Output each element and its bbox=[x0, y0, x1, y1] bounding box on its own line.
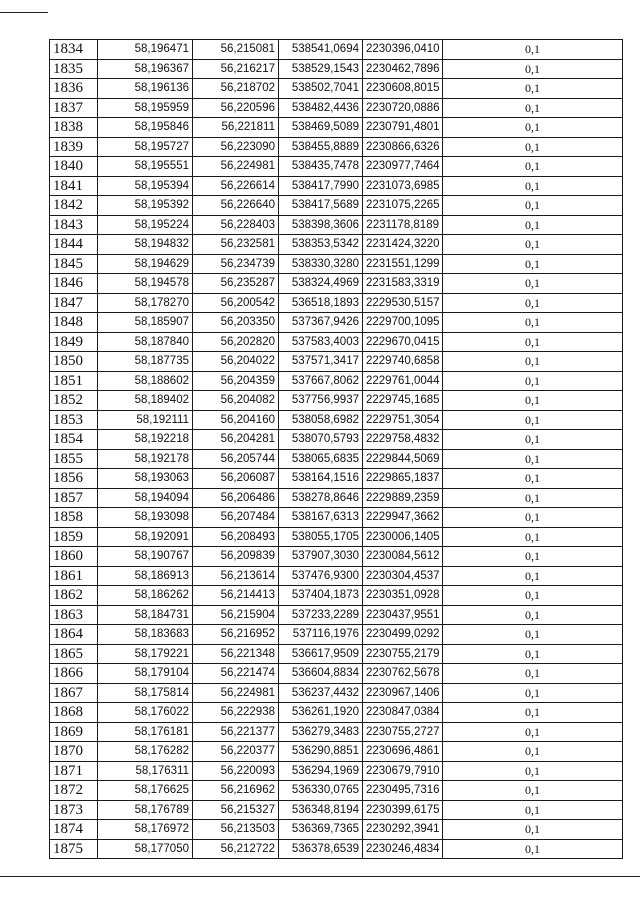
longitude-cell: 56,220377 bbox=[193, 742, 279, 762]
table-row bbox=[50, 508, 623, 528]
precision-cell: 0,1 bbox=[443, 605, 623, 625]
x-coordinate-cell: 536330,0765 bbox=[279, 781, 363, 801]
longitude-cell: 56,216217 bbox=[193, 59, 279, 79]
y-coordinate-cell: 2230495,7316 bbox=[363, 781, 443, 801]
longitude-cell: 56,209839 bbox=[193, 547, 279, 567]
table-row bbox=[50, 274, 623, 294]
precision-cell: 0,1 bbox=[443, 508, 623, 528]
x-coordinate-cell: 537404,1873 bbox=[279, 586, 363, 606]
point-number-cell: 1843 bbox=[50, 215, 98, 235]
x-coordinate-cell: 538541,0694 bbox=[279, 40, 363, 60]
table-row bbox=[50, 254, 623, 274]
longitude-cell: 56,207484 bbox=[193, 508, 279, 528]
latitude-cell: 58,179104 bbox=[98, 664, 193, 684]
precision-cell: 0,1 bbox=[443, 761, 623, 781]
precision-cell: 0,1 bbox=[443, 820, 623, 840]
precision-cell: 0,1 bbox=[443, 371, 623, 391]
latitude-cell: 58,196367 bbox=[98, 59, 193, 79]
y-coordinate-cell: 2230399,6175 bbox=[363, 800, 443, 820]
x-coordinate-cell: 538278,8646 bbox=[279, 488, 363, 508]
latitude-cell: 58,192178 bbox=[98, 449, 193, 469]
latitude-cell: 58,194094 bbox=[98, 488, 193, 508]
precision-cell: 0,1 bbox=[443, 800, 623, 820]
x-coordinate-cell: 537367,9426 bbox=[279, 313, 363, 333]
y-coordinate-cell: 2230755,2727 bbox=[363, 722, 443, 742]
table-row bbox=[50, 98, 623, 118]
precision-cell: 0,1 bbox=[443, 781, 623, 801]
longitude-cell: 56,204022 bbox=[193, 352, 279, 372]
table-row bbox=[50, 722, 623, 742]
longitude-cell: 56,216962 bbox=[193, 781, 279, 801]
precision-cell: 0,1 bbox=[443, 118, 623, 138]
latitude-cell: 58,186262 bbox=[98, 586, 193, 606]
table-row bbox=[50, 59, 623, 79]
table-row bbox=[50, 820, 623, 840]
precision-cell: 0,1 bbox=[443, 625, 623, 645]
point-number-cell: 1867 bbox=[50, 683, 98, 703]
point-number-cell: 1852 bbox=[50, 391, 98, 411]
precision-cell: 0,1 bbox=[443, 274, 623, 294]
table-row bbox=[50, 196, 623, 216]
longitude-cell: 56,215081 bbox=[193, 40, 279, 60]
precision-cell: 0,1 bbox=[443, 98, 623, 118]
point-number-cell: 1846 bbox=[50, 274, 98, 294]
x-coordinate-cell: 537233,2289 bbox=[279, 605, 363, 625]
point-number-cell: 1869 bbox=[50, 722, 98, 742]
longitude-cell: 56,216952 bbox=[193, 625, 279, 645]
precision-cell: 0,1 bbox=[443, 430, 623, 450]
table-row bbox=[50, 137, 623, 157]
point-number-cell: 1871 bbox=[50, 761, 98, 781]
y-coordinate-cell: 2230755,2179 bbox=[363, 644, 443, 664]
latitude-cell: 58,192218 bbox=[98, 430, 193, 450]
precision-cell: 0,1 bbox=[443, 410, 623, 430]
latitude-cell: 58,176022 bbox=[98, 703, 193, 723]
longitude-cell: 56,212722 bbox=[193, 839, 279, 859]
x-coordinate-cell: 538070,5793 bbox=[279, 430, 363, 450]
table-row bbox=[50, 79, 623, 99]
latitude-cell: 58,185907 bbox=[98, 313, 193, 333]
y-coordinate-cell: 2230762,5678 bbox=[363, 664, 443, 684]
y-coordinate-cell: 2229745,1685 bbox=[363, 391, 443, 411]
longitude-cell: 56,215904 bbox=[193, 605, 279, 625]
table-row bbox=[50, 430, 623, 450]
precision-cell: 0,1 bbox=[443, 313, 623, 333]
latitude-cell: 58,188602 bbox=[98, 371, 193, 391]
longitude-cell: 56,221474 bbox=[193, 664, 279, 684]
latitude-cell: 58,189402 bbox=[98, 391, 193, 411]
y-coordinate-cell: 2230437,9551 bbox=[363, 605, 443, 625]
longitude-cell: 56,232581 bbox=[193, 235, 279, 255]
x-coordinate-cell: 538398,3606 bbox=[279, 215, 363, 235]
point-number-cell: 1853 bbox=[50, 410, 98, 430]
table-row bbox=[50, 215, 623, 235]
point-number-cell: 1834 bbox=[50, 40, 98, 60]
longitude-cell: 56,215327 bbox=[193, 800, 279, 820]
table-row bbox=[50, 527, 623, 547]
precision-cell: 0,1 bbox=[443, 235, 623, 255]
longitude-cell: 56,204082 bbox=[193, 391, 279, 411]
latitude-cell: 58,178270 bbox=[98, 293, 193, 313]
y-coordinate-cell: 2230499,0292 bbox=[363, 625, 443, 645]
table-row bbox=[50, 352, 623, 372]
latitude-cell: 58,195224 bbox=[98, 215, 193, 235]
point-number-cell: 1872 bbox=[50, 781, 98, 801]
table-row bbox=[50, 703, 623, 723]
precision-cell: 0,1 bbox=[443, 664, 623, 684]
latitude-cell: 58,176625 bbox=[98, 781, 193, 801]
latitude-cell: 58,195392 bbox=[98, 196, 193, 216]
y-coordinate-cell: 2230679,7910 bbox=[363, 761, 443, 781]
longitude-cell: 56,234739 bbox=[193, 254, 279, 274]
latitude-cell: 58,190767 bbox=[98, 547, 193, 567]
x-coordinate-cell: 538482,4436 bbox=[279, 98, 363, 118]
table-row bbox=[50, 742, 623, 762]
x-coordinate-cell: 538164,1516 bbox=[279, 469, 363, 489]
latitude-cell: 58,195959 bbox=[98, 98, 193, 118]
longitude-cell: 56,213503 bbox=[193, 820, 279, 840]
point-number-cell: 1873 bbox=[50, 800, 98, 820]
point-number-cell: 1868 bbox=[50, 703, 98, 723]
precision-cell: 0,1 bbox=[443, 40, 623, 60]
longitude-cell: 56,213614 bbox=[193, 566, 279, 586]
latitude-cell: 58,194832 bbox=[98, 235, 193, 255]
longitude-cell: 56,206087 bbox=[193, 469, 279, 489]
table-row bbox=[50, 410, 623, 430]
y-coordinate-cell: 2231073,6985 bbox=[363, 176, 443, 196]
y-coordinate-cell: 2230246,4834 bbox=[363, 839, 443, 859]
table-row bbox=[50, 605, 623, 625]
longitude-cell: 56,204281 bbox=[193, 430, 279, 450]
y-coordinate-cell: 2230977,7464 bbox=[363, 157, 443, 177]
point-number-cell: 1866 bbox=[50, 664, 98, 684]
point-number-cell: 1862 bbox=[50, 586, 98, 606]
x-coordinate-cell: 537116,1976 bbox=[279, 625, 363, 645]
y-coordinate-cell: 2230304,4537 bbox=[363, 566, 443, 586]
point-number-cell: 1875 bbox=[50, 839, 98, 859]
table-row bbox=[50, 761, 623, 781]
y-coordinate-cell: 2229751,3054 bbox=[363, 410, 443, 430]
point-number-cell: 1858 bbox=[50, 508, 98, 528]
precision-cell: 0,1 bbox=[443, 566, 623, 586]
latitude-cell: 58,193098 bbox=[98, 508, 193, 528]
x-coordinate-cell: 537583,4003 bbox=[279, 332, 363, 352]
longitude-cell: 56,218702 bbox=[193, 79, 279, 99]
point-number-cell: 1860 bbox=[50, 547, 98, 567]
latitude-cell: 58,176311 bbox=[98, 761, 193, 781]
precision-cell: 0,1 bbox=[443, 644, 623, 664]
y-coordinate-cell: 2229947,3662 bbox=[363, 508, 443, 528]
y-coordinate-cell: 2230608,8015 bbox=[363, 79, 443, 99]
table-row bbox=[50, 683, 623, 703]
y-coordinate-cell: 2229889,2359 bbox=[363, 488, 443, 508]
x-coordinate-cell: 537756,9937 bbox=[279, 391, 363, 411]
y-coordinate-cell: 2229761,0044 bbox=[363, 371, 443, 391]
x-coordinate-cell: 538469,5089 bbox=[279, 118, 363, 138]
precision-cell: 0,1 bbox=[443, 79, 623, 99]
point-number-cell: 1838 bbox=[50, 118, 98, 138]
point-number-cell: 1861 bbox=[50, 566, 98, 586]
x-coordinate-cell: 538502,7041 bbox=[279, 79, 363, 99]
point-number-cell: 1837 bbox=[50, 98, 98, 118]
latitude-cell: 58,176181 bbox=[98, 722, 193, 742]
latitude-cell: 58,195551 bbox=[98, 157, 193, 177]
precision-cell: 0,1 bbox=[443, 254, 623, 274]
latitude-cell: 58,176972 bbox=[98, 820, 193, 840]
x-coordinate-cell: 538065,6835 bbox=[279, 449, 363, 469]
longitude-cell: 56,226640 bbox=[193, 196, 279, 216]
longitude-cell: 56,224981 bbox=[193, 157, 279, 177]
point-number-cell: 1864 bbox=[50, 625, 98, 645]
x-coordinate-cell: 538324,4969 bbox=[279, 274, 363, 294]
point-number-cell: 1856 bbox=[50, 469, 98, 489]
y-coordinate-cell: 2229758,4832 bbox=[363, 430, 443, 450]
y-coordinate-cell: 2230720,0886 bbox=[363, 98, 443, 118]
latitude-cell: 58,194629 bbox=[98, 254, 193, 274]
point-number-cell: 1847 bbox=[50, 293, 98, 313]
y-coordinate-cell: 2231075,2265 bbox=[363, 196, 443, 216]
x-coordinate-cell: 537571,3417 bbox=[279, 352, 363, 372]
table-row bbox=[50, 391, 623, 411]
table-row bbox=[50, 800, 623, 820]
point-number-cell: 1839 bbox=[50, 137, 98, 157]
longitude-cell: 56,222938 bbox=[193, 703, 279, 723]
precision-cell: 0,1 bbox=[443, 703, 623, 723]
x-coordinate-cell: 536378,6539 bbox=[279, 839, 363, 859]
y-coordinate-cell: 2231583,3319 bbox=[363, 274, 443, 294]
x-coordinate-cell: 537476,9300 bbox=[279, 566, 363, 586]
latitude-cell: 58,177050 bbox=[98, 839, 193, 859]
point-number-cell: 1857 bbox=[50, 488, 98, 508]
table-row bbox=[50, 566, 623, 586]
longitude-cell: 56,221348 bbox=[193, 644, 279, 664]
coordinates-table-body bbox=[50, 40, 623, 859]
point-number-cell: 1863 bbox=[50, 605, 98, 625]
longitude-cell: 56,206486 bbox=[193, 488, 279, 508]
point-number-cell: 1870 bbox=[50, 742, 98, 762]
x-coordinate-cell: 538529,1543 bbox=[279, 59, 363, 79]
latitude-cell: 58,196136 bbox=[98, 79, 193, 99]
longitude-cell: 56,205744 bbox=[193, 449, 279, 469]
x-coordinate-cell: 538417,5689 bbox=[279, 196, 363, 216]
point-number-cell: 1849 bbox=[50, 332, 98, 352]
x-coordinate-cell: 536348,8194 bbox=[279, 800, 363, 820]
precision-cell: 0,1 bbox=[443, 215, 623, 235]
longitude-cell: 56,235287 bbox=[193, 274, 279, 294]
point-number-cell: 1850 bbox=[50, 352, 98, 372]
precision-cell: 0,1 bbox=[443, 722, 623, 742]
latitude-cell: 58,183683 bbox=[98, 625, 193, 645]
x-coordinate-cell: 538417,7990 bbox=[279, 176, 363, 196]
y-coordinate-cell: 2230696,4861 bbox=[363, 742, 443, 762]
longitude-cell: 56,208493 bbox=[193, 527, 279, 547]
bottom-rule bbox=[0, 876, 640, 877]
precision-cell: 0,1 bbox=[443, 391, 623, 411]
table-row bbox=[50, 293, 623, 313]
precision-cell: 0,1 bbox=[443, 176, 623, 196]
table-row bbox=[50, 664, 623, 684]
latitude-cell: 58,195394 bbox=[98, 176, 193, 196]
point-number-cell: 1845 bbox=[50, 254, 98, 274]
precision-cell: 0,1 bbox=[443, 59, 623, 79]
table-row bbox=[50, 313, 623, 333]
table-row bbox=[50, 157, 623, 177]
y-coordinate-cell: 2229865,1837 bbox=[363, 469, 443, 489]
precision-cell: 0,1 bbox=[443, 469, 623, 489]
point-number-cell: 1841 bbox=[50, 176, 98, 196]
y-coordinate-cell: 2229740,6858 bbox=[363, 352, 443, 372]
longitude-cell: 56,221377 bbox=[193, 722, 279, 742]
x-coordinate-cell: 538058,6982 bbox=[279, 410, 363, 430]
point-number-cell: 1874 bbox=[50, 820, 98, 840]
y-coordinate-cell: 2230866,6326 bbox=[363, 137, 443, 157]
y-coordinate-cell: 2231424,3220 bbox=[363, 235, 443, 255]
table-row bbox=[50, 547, 623, 567]
table-row bbox=[50, 118, 623, 138]
coordinates-table bbox=[49, 39, 623, 859]
longitude-cell: 56,202820 bbox=[193, 332, 279, 352]
longitude-cell: 56,200542 bbox=[193, 293, 279, 313]
precision-cell: 0,1 bbox=[443, 449, 623, 469]
table-row bbox=[50, 371, 623, 391]
point-number-cell: 1855 bbox=[50, 449, 98, 469]
table-row bbox=[50, 40, 623, 60]
table-row bbox=[50, 449, 623, 469]
latitude-cell: 58,176282 bbox=[98, 742, 193, 762]
precision-cell: 0,1 bbox=[443, 527, 623, 547]
table-row bbox=[50, 235, 623, 255]
precision-cell: 0,1 bbox=[443, 683, 623, 703]
table-row bbox=[50, 625, 623, 645]
longitude-cell: 56,221811 bbox=[193, 118, 279, 138]
y-coordinate-cell: 2229670,0415 bbox=[363, 332, 443, 352]
point-number-cell: 1835 bbox=[50, 59, 98, 79]
latitude-cell: 58,193063 bbox=[98, 469, 193, 489]
x-coordinate-cell: 537907,3030 bbox=[279, 547, 363, 567]
x-coordinate-cell: 538435,7478 bbox=[279, 157, 363, 177]
table-row bbox=[50, 176, 623, 196]
longitude-cell: 56,226614 bbox=[193, 176, 279, 196]
y-coordinate-cell: 2231178,8189 bbox=[363, 215, 443, 235]
y-coordinate-cell: 2230084,5612 bbox=[363, 547, 443, 567]
latitude-cell: 58,175814 bbox=[98, 683, 193, 703]
table-row bbox=[50, 332, 623, 352]
point-number-cell: 1854 bbox=[50, 430, 98, 450]
latitude-cell: 58,195846 bbox=[98, 118, 193, 138]
point-number-cell: 1851 bbox=[50, 371, 98, 391]
longitude-cell: 56,203350 bbox=[193, 313, 279, 333]
point-number-cell: 1836 bbox=[50, 79, 98, 99]
longitude-cell: 56,204359 bbox=[193, 371, 279, 391]
y-coordinate-cell: 2230967,1406 bbox=[363, 683, 443, 703]
x-coordinate-cell: 538455,8889 bbox=[279, 137, 363, 157]
point-number-cell: 1859 bbox=[50, 527, 98, 547]
latitude-cell: 58,186913 bbox=[98, 566, 193, 586]
x-coordinate-cell: 538330,3280 bbox=[279, 254, 363, 274]
y-coordinate-cell: 2231551,1299 bbox=[363, 254, 443, 274]
table-row bbox=[50, 469, 623, 489]
table-row bbox=[50, 586, 623, 606]
precision-cell: 0,1 bbox=[443, 352, 623, 372]
y-coordinate-cell: 2230791,4801 bbox=[363, 118, 443, 138]
latitude-cell: 58,194578 bbox=[98, 274, 193, 294]
latitude-cell: 58,192091 bbox=[98, 527, 193, 547]
y-coordinate-cell: 2230292,3941 bbox=[363, 820, 443, 840]
point-number-cell: 1844 bbox=[50, 235, 98, 255]
latitude-cell: 58,187840 bbox=[98, 332, 193, 352]
x-coordinate-cell: 536604,8834 bbox=[279, 664, 363, 684]
y-coordinate-cell: 2230351,0928 bbox=[363, 586, 443, 606]
precision-cell: 0,1 bbox=[443, 196, 623, 216]
longitude-cell: 56,224981 bbox=[193, 683, 279, 703]
y-coordinate-cell: 2230462,7896 bbox=[363, 59, 443, 79]
precision-cell: 0,1 bbox=[443, 839, 623, 859]
x-coordinate-cell: 536518,1893 bbox=[279, 293, 363, 313]
latitude-cell: 58,192111 bbox=[98, 410, 193, 430]
longitude-cell: 56,220093 bbox=[193, 761, 279, 781]
precision-cell: 0,1 bbox=[443, 586, 623, 606]
table-row bbox=[50, 839, 623, 859]
latitude-cell: 58,187735 bbox=[98, 352, 193, 372]
latitude-cell: 58,195727 bbox=[98, 137, 193, 157]
longitude-cell: 56,220596 bbox=[193, 98, 279, 118]
x-coordinate-cell: 538055,1705 bbox=[279, 527, 363, 547]
y-coordinate-cell: 2229530,5157 bbox=[363, 293, 443, 313]
y-coordinate-cell: 2229700,1095 bbox=[363, 313, 443, 333]
precision-cell: 0,1 bbox=[443, 488, 623, 508]
y-coordinate-cell: 2229844,5069 bbox=[363, 449, 443, 469]
y-coordinate-cell: 2230396,0410 bbox=[363, 40, 443, 60]
longitude-cell: 56,214413 bbox=[193, 586, 279, 606]
x-coordinate-cell: 538353,5342 bbox=[279, 235, 363, 255]
latitude-cell: 58,196471 bbox=[98, 40, 193, 60]
precision-cell: 0,1 bbox=[443, 293, 623, 313]
latitude-cell: 58,184731 bbox=[98, 605, 193, 625]
top-rule bbox=[0, 12, 48, 13]
point-number-cell: 1840 bbox=[50, 157, 98, 177]
longitude-cell: 56,228403 bbox=[193, 215, 279, 235]
precision-cell: 0,1 bbox=[443, 157, 623, 177]
precision-cell: 0,1 bbox=[443, 332, 623, 352]
longitude-cell: 56,204160 bbox=[193, 410, 279, 430]
point-number-cell: 1842 bbox=[50, 196, 98, 216]
table-row bbox=[50, 644, 623, 664]
latitude-cell: 58,179221 bbox=[98, 644, 193, 664]
x-coordinate-cell: 536261,1920 bbox=[279, 703, 363, 723]
precision-cell: 0,1 bbox=[443, 137, 623, 157]
precision-cell: 0,1 bbox=[443, 742, 623, 762]
x-coordinate-cell: 536279,3483 bbox=[279, 722, 363, 742]
x-coordinate-cell: 537667,8062 bbox=[279, 371, 363, 391]
table-row bbox=[50, 488, 623, 508]
point-number-cell: 1848 bbox=[50, 313, 98, 333]
y-coordinate-cell: 2230006,1405 bbox=[363, 527, 443, 547]
x-coordinate-cell: 538167,6313 bbox=[279, 508, 363, 528]
longitude-cell: 56,223090 bbox=[193, 137, 279, 157]
point-number-cell: 1865 bbox=[50, 644, 98, 664]
x-coordinate-cell: 536617,9509 bbox=[279, 644, 363, 664]
x-coordinate-cell: 536294,1969 bbox=[279, 761, 363, 781]
x-coordinate-cell: 536237,4432 bbox=[279, 683, 363, 703]
x-coordinate-cell: 536369,7365 bbox=[279, 820, 363, 840]
y-coordinate-cell: 2230847,0384 bbox=[363, 703, 443, 723]
precision-cell: 0,1 bbox=[443, 547, 623, 567]
latitude-cell: 58,176789 bbox=[98, 800, 193, 820]
x-coordinate-cell: 536290,8851 bbox=[279, 742, 363, 762]
table-row bbox=[50, 781, 623, 801]
